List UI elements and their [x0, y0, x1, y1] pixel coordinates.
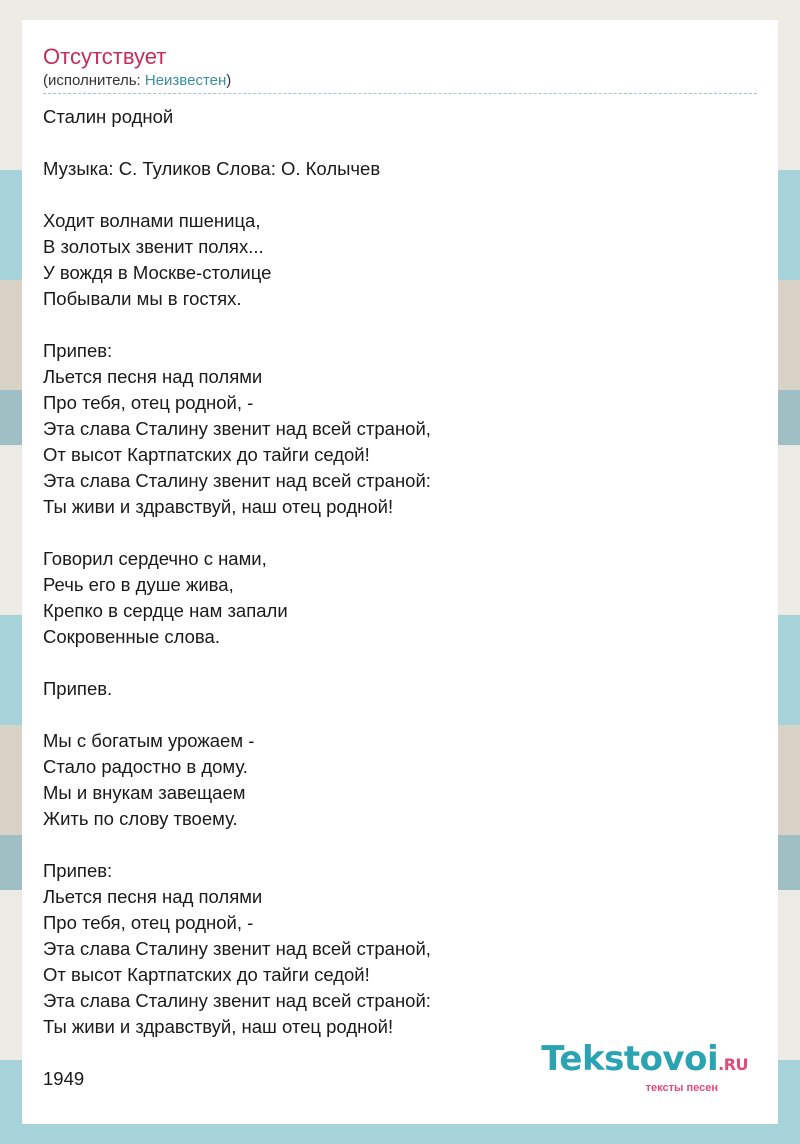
lyrics-line: У вождя в Москве-столице: [43, 262, 272, 283]
lyrics-line: Припев.: [43, 678, 113, 699]
lyrics-blank-line: [43, 520, 763, 546]
lyrics-line: Припев:: [43, 860, 113, 881]
lyrics-line: Побывали мы в гостях.: [43, 288, 242, 309]
logo-tagline: тексты песен: [645, 1082, 718, 1094]
header-divider: [43, 93, 757, 94]
lyrics-line: От высот Картпатских до тайги седой!: [43, 444, 370, 465]
lyrics-text: [43, 104, 763, 1092]
performer-suffix: ): [226, 72, 232, 89]
lyrics-line: Жить по слову твоему.: [43, 808, 238, 829]
logo-tld: .RU: [718, 1055, 748, 1074]
lyrics-line: Эта слава Сталину звенит над всей страной,: [43, 418, 431, 439]
lyrics-line: Льется песня над полями: [43, 366, 263, 387]
lyrics-line: Припев:: [43, 340, 113, 361]
lyrics-blank-line: [43, 312, 763, 338]
lyrics-line: Ты живи и здравствуй, наш отец родной!: [43, 1016, 394, 1037]
site-logo[interactable]: [541, 1039, 748, 1094]
lyrics-line: Сталин родной: [43, 106, 174, 127]
performer-line: [43, 72, 231, 89]
lyrics-blank-line: [43, 832, 763, 858]
lyrics-line: Мы с богатым урожаем -: [43, 730, 255, 751]
lyrics-line: Про тебя, отец родной, -: [43, 392, 254, 413]
lyrics-line: 1949: [43, 1068, 85, 1089]
song-title: Отсутствует: [43, 44, 167, 69]
lyrics-card: [22, 20, 778, 1124]
lyrics-line: Стало радостно в дому.: [43, 756, 248, 777]
lyrics-line: Льется песня над полями: [43, 886, 263, 907]
lyrics-blank-line: [43, 650, 763, 676]
lyrics-blank-line: [43, 702, 763, 728]
performer-prefix: (исполнитель:: [43, 72, 145, 89]
lyrics-blank-line: [43, 130, 763, 156]
lyrics-line: Эта слава Сталину звенит над всей страной:: [43, 990, 431, 1011]
lyrics-line: Сокровенные слова.: [43, 626, 220, 647]
logo-wordmark: [541, 1039, 748, 1082]
lyrics-line: Речь его в душе жива,: [43, 574, 234, 595]
logo-name: Tekstovoi: [541, 1039, 719, 1079]
lyrics-line: Мы и внукам завещаем: [43, 782, 246, 803]
lyrics-line: Крепко в сердце нам запали: [43, 600, 288, 621]
lyrics-line: Про тебя, отец родной, -: [43, 912, 254, 933]
lyrics-line: Эта слава Сталину звенит над всей страной:: [43, 470, 431, 491]
performer-link[interactable]: Неизвестен: [144, 72, 227, 89]
lyrics-line: Говорил сердечно с нами,: [43, 548, 267, 569]
lyrics-line: От высот Картпатских до тайги седой!: [43, 964, 370, 985]
lyrics-line: В золотых звенит полях...: [43, 236, 264, 257]
lyrics-line: Ходит волнами пшеница,: [43, 210, 261, 231]
lyrics-line: Музыка: С. Туликов Слова: О. Колычев: [43, 158, 381, 179]
lyrics-line: Эта слава Сталину звенит над всей страной,: [43, 938, 431, 959]
lyrics-blank-line: [43, 182, 763, 208]
lyrics-line: Ты живи и здравствуй, наш отец родной!: [43, 496, 394, 517]
